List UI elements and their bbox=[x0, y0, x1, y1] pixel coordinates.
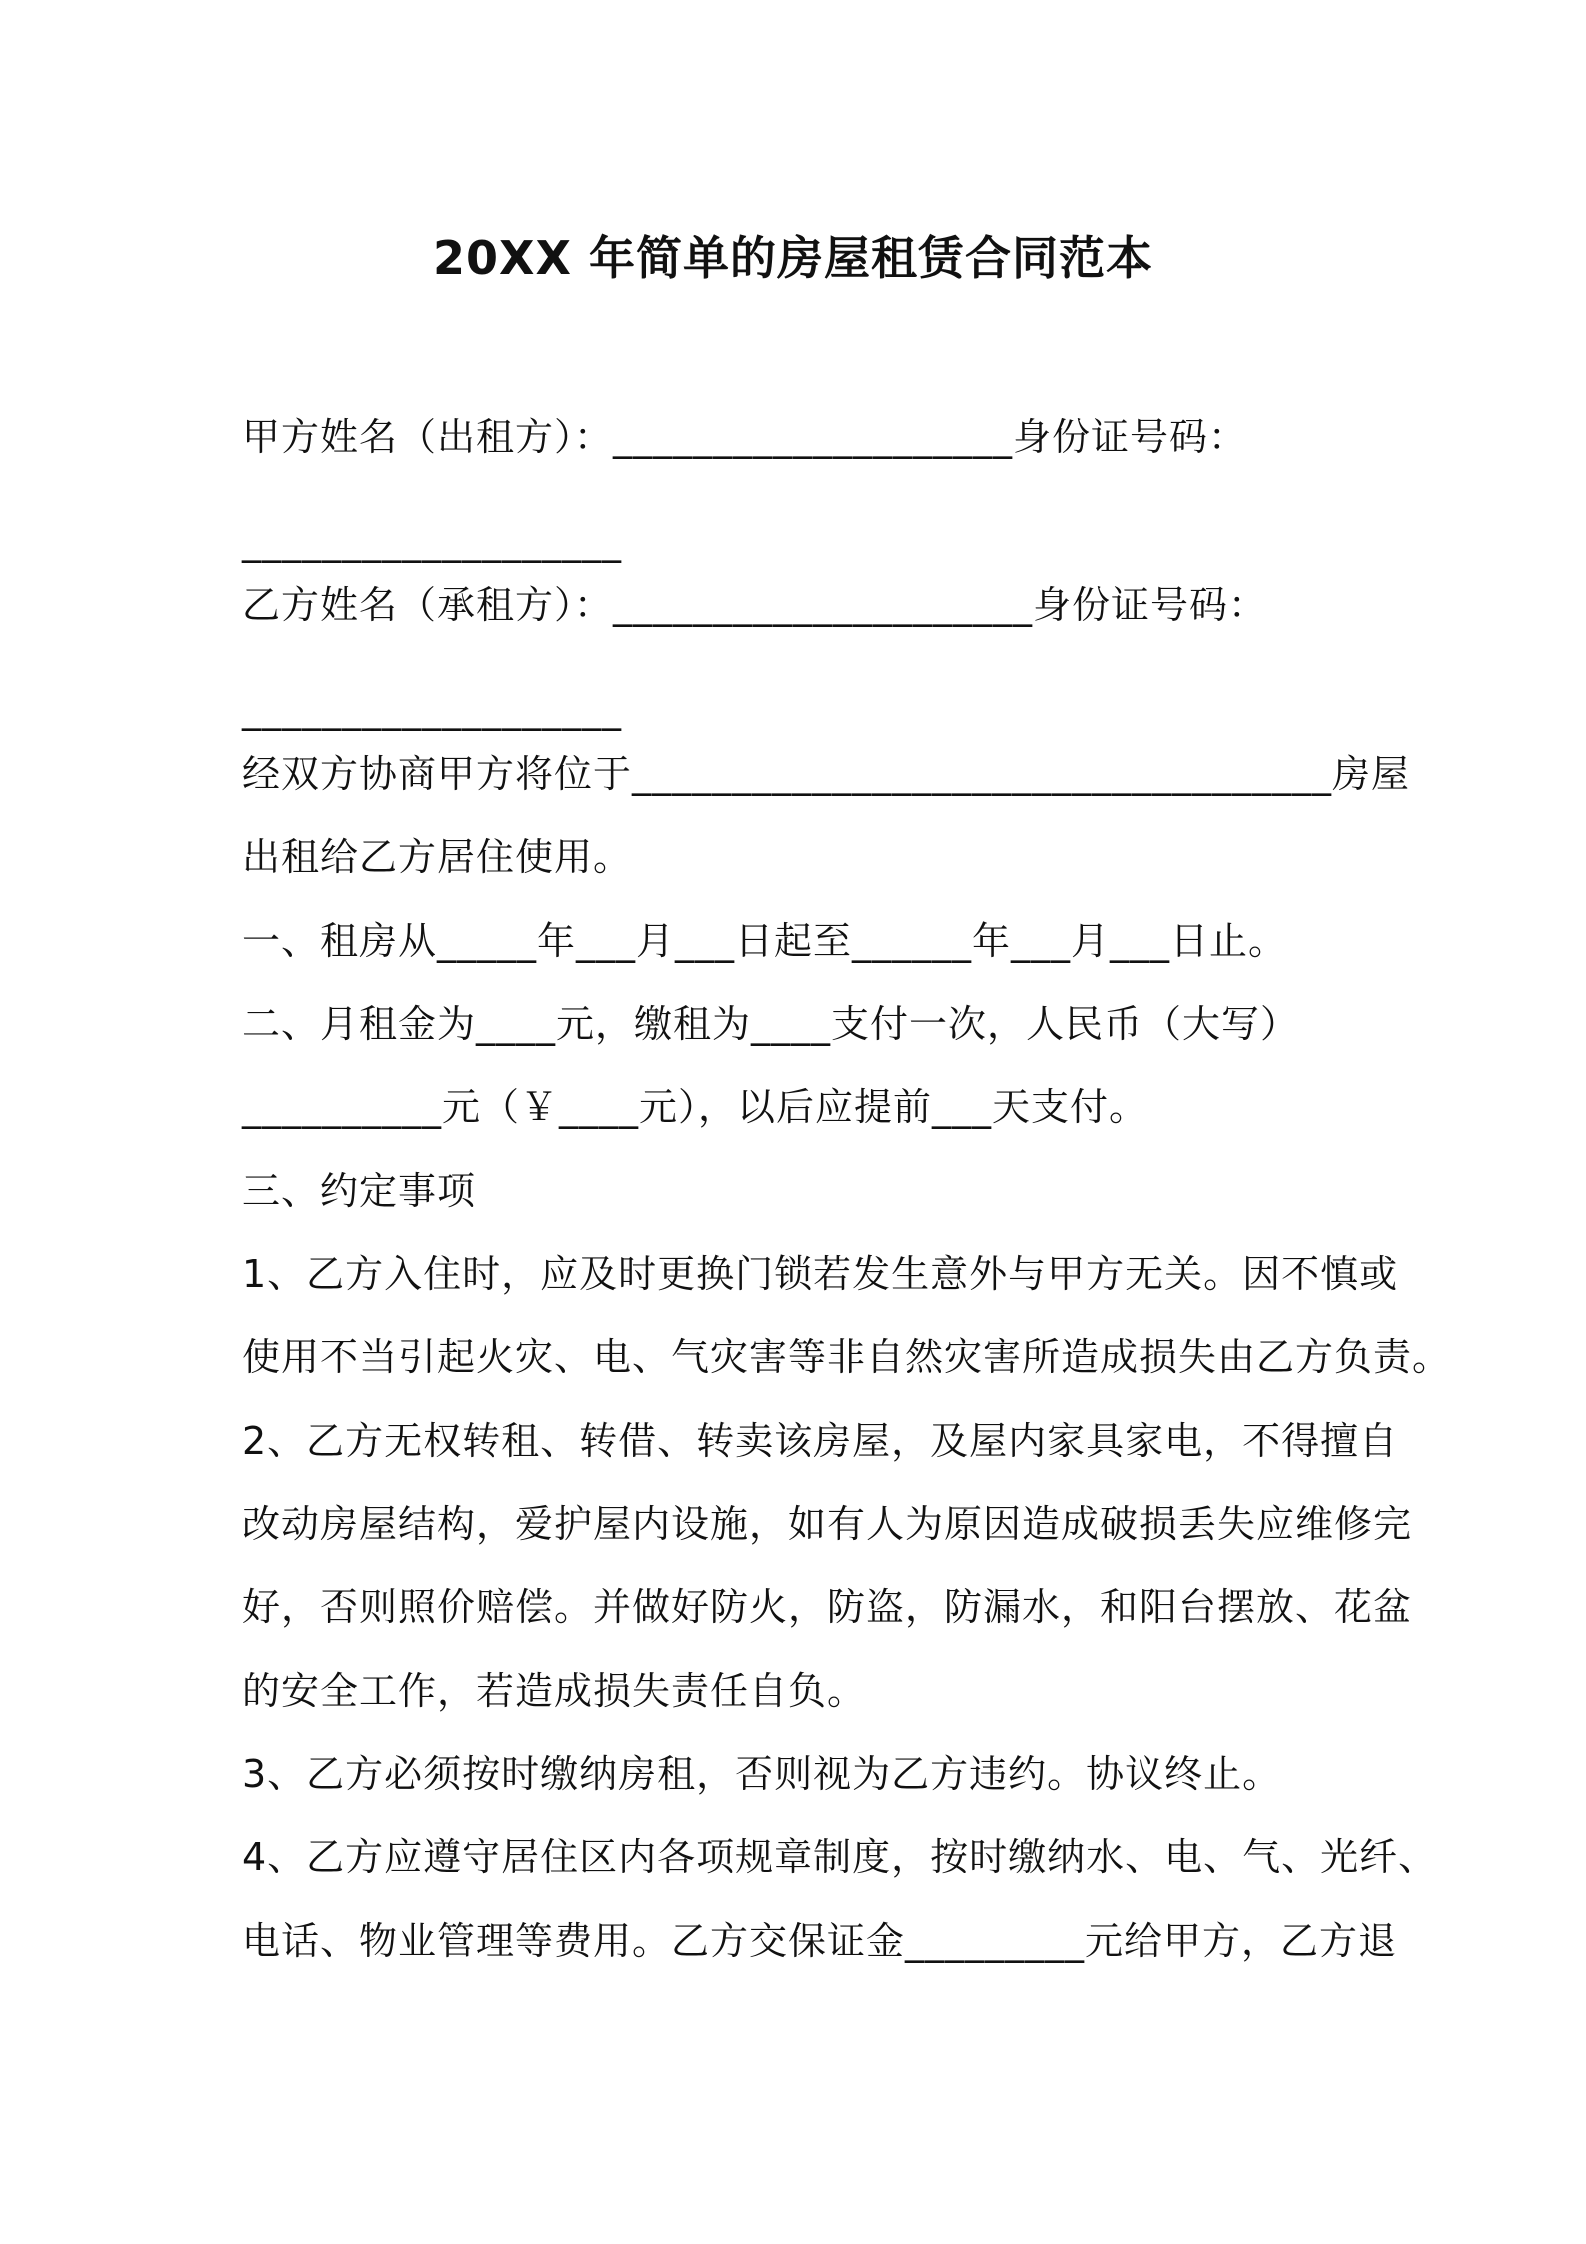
clause-2-rent-line-continued: __________元（￥____元），以后应提前___天支付。 bbox=[242, 1085, 1149, 1129]
term-1-line-2: 使用不当引起火灾、电、气灾害等非自然灾害所造成损失由乙方负责。 bbox=[242, 1335, 1452, 1379]
party-a-id-blank-line: ___________________ bbox=[242, 519, 622, 563]
term-2-line-4: 的安全工作，若造成损失责任自负。 bbox=[242, 1669, 867, 1713]
term-1-line-1: 1、乙方入住时，应及时更换门锁若发生意外与甲方无关。因不慎或 bbox=[242, 1252, 1399, 1296]
document-title: 20XX 年简单的房屋租赁合同范本 bbox=[433, 231, 1153, 285]
party-a-name-line: 甲方姓名（出租方）：____________________身份证号码： bbox=[242, 415, 1248, 459]
clause-1-term-line: 一、租房从_____年___月___日起至______年___月___日止。 bbox=[242, 919, 1288, 963]
clause-3-heading: 三、约定事项 bbox=[242, 1169, 477, 1213]
property-location-line: 经双方协商甲方将位于___________________________________房屋 bbox=[242, 752, 1411, 796]
term-2-line-2: 改动房屋结构，爱护屋内设施，如有人为原因造成破损丢失应维修完 bbox=[242, 1502, 1413, 1546]
term-4-line-2: 电话、物业管理等费用。乙方交保证金_________元给甲方，乙方退 bbox=[242, 1919, 1398, 1963]
term-3-line: 3、乙方必须按时缴纳房租，否则视为乙方违约。协议终止。 bbox=[242, 1752, 1282, 1796]
term-2-line-1: 2、乙方无权转租、转借、转卖该房屋，及屋内家具家电，不得擅自 bbox=[242, 1419, 1399, 1463]
term-4-line-1: 4、乙方应遵守居住区内各项规章制度，按时缴纳水、电、气、光纤、 bbox=[242, 1835, 1438, 1879]
party-b-name-line: 乙方姓名（承租方）：_____________________身份证号码： bbox=[242, 583, 1268, 627]
property-use-line: 出租给乙方居住使用。 bbox=[242, 835, 633, 879]
party-b-id-blank-line: ___________________ bbox=[242, 687, 622, 731]
clause-2-rent-line: 二、月租金为____元，缴租为____支付一次，人民币（大写） bbox=[242, 1002, 1300, 1046]
term-2-line-3: 好，否则照价赔偿。并做好防火，防盗，防漏水，和阳台摆放、花盆 bbox=[242, 1585, 1413, 1629]
